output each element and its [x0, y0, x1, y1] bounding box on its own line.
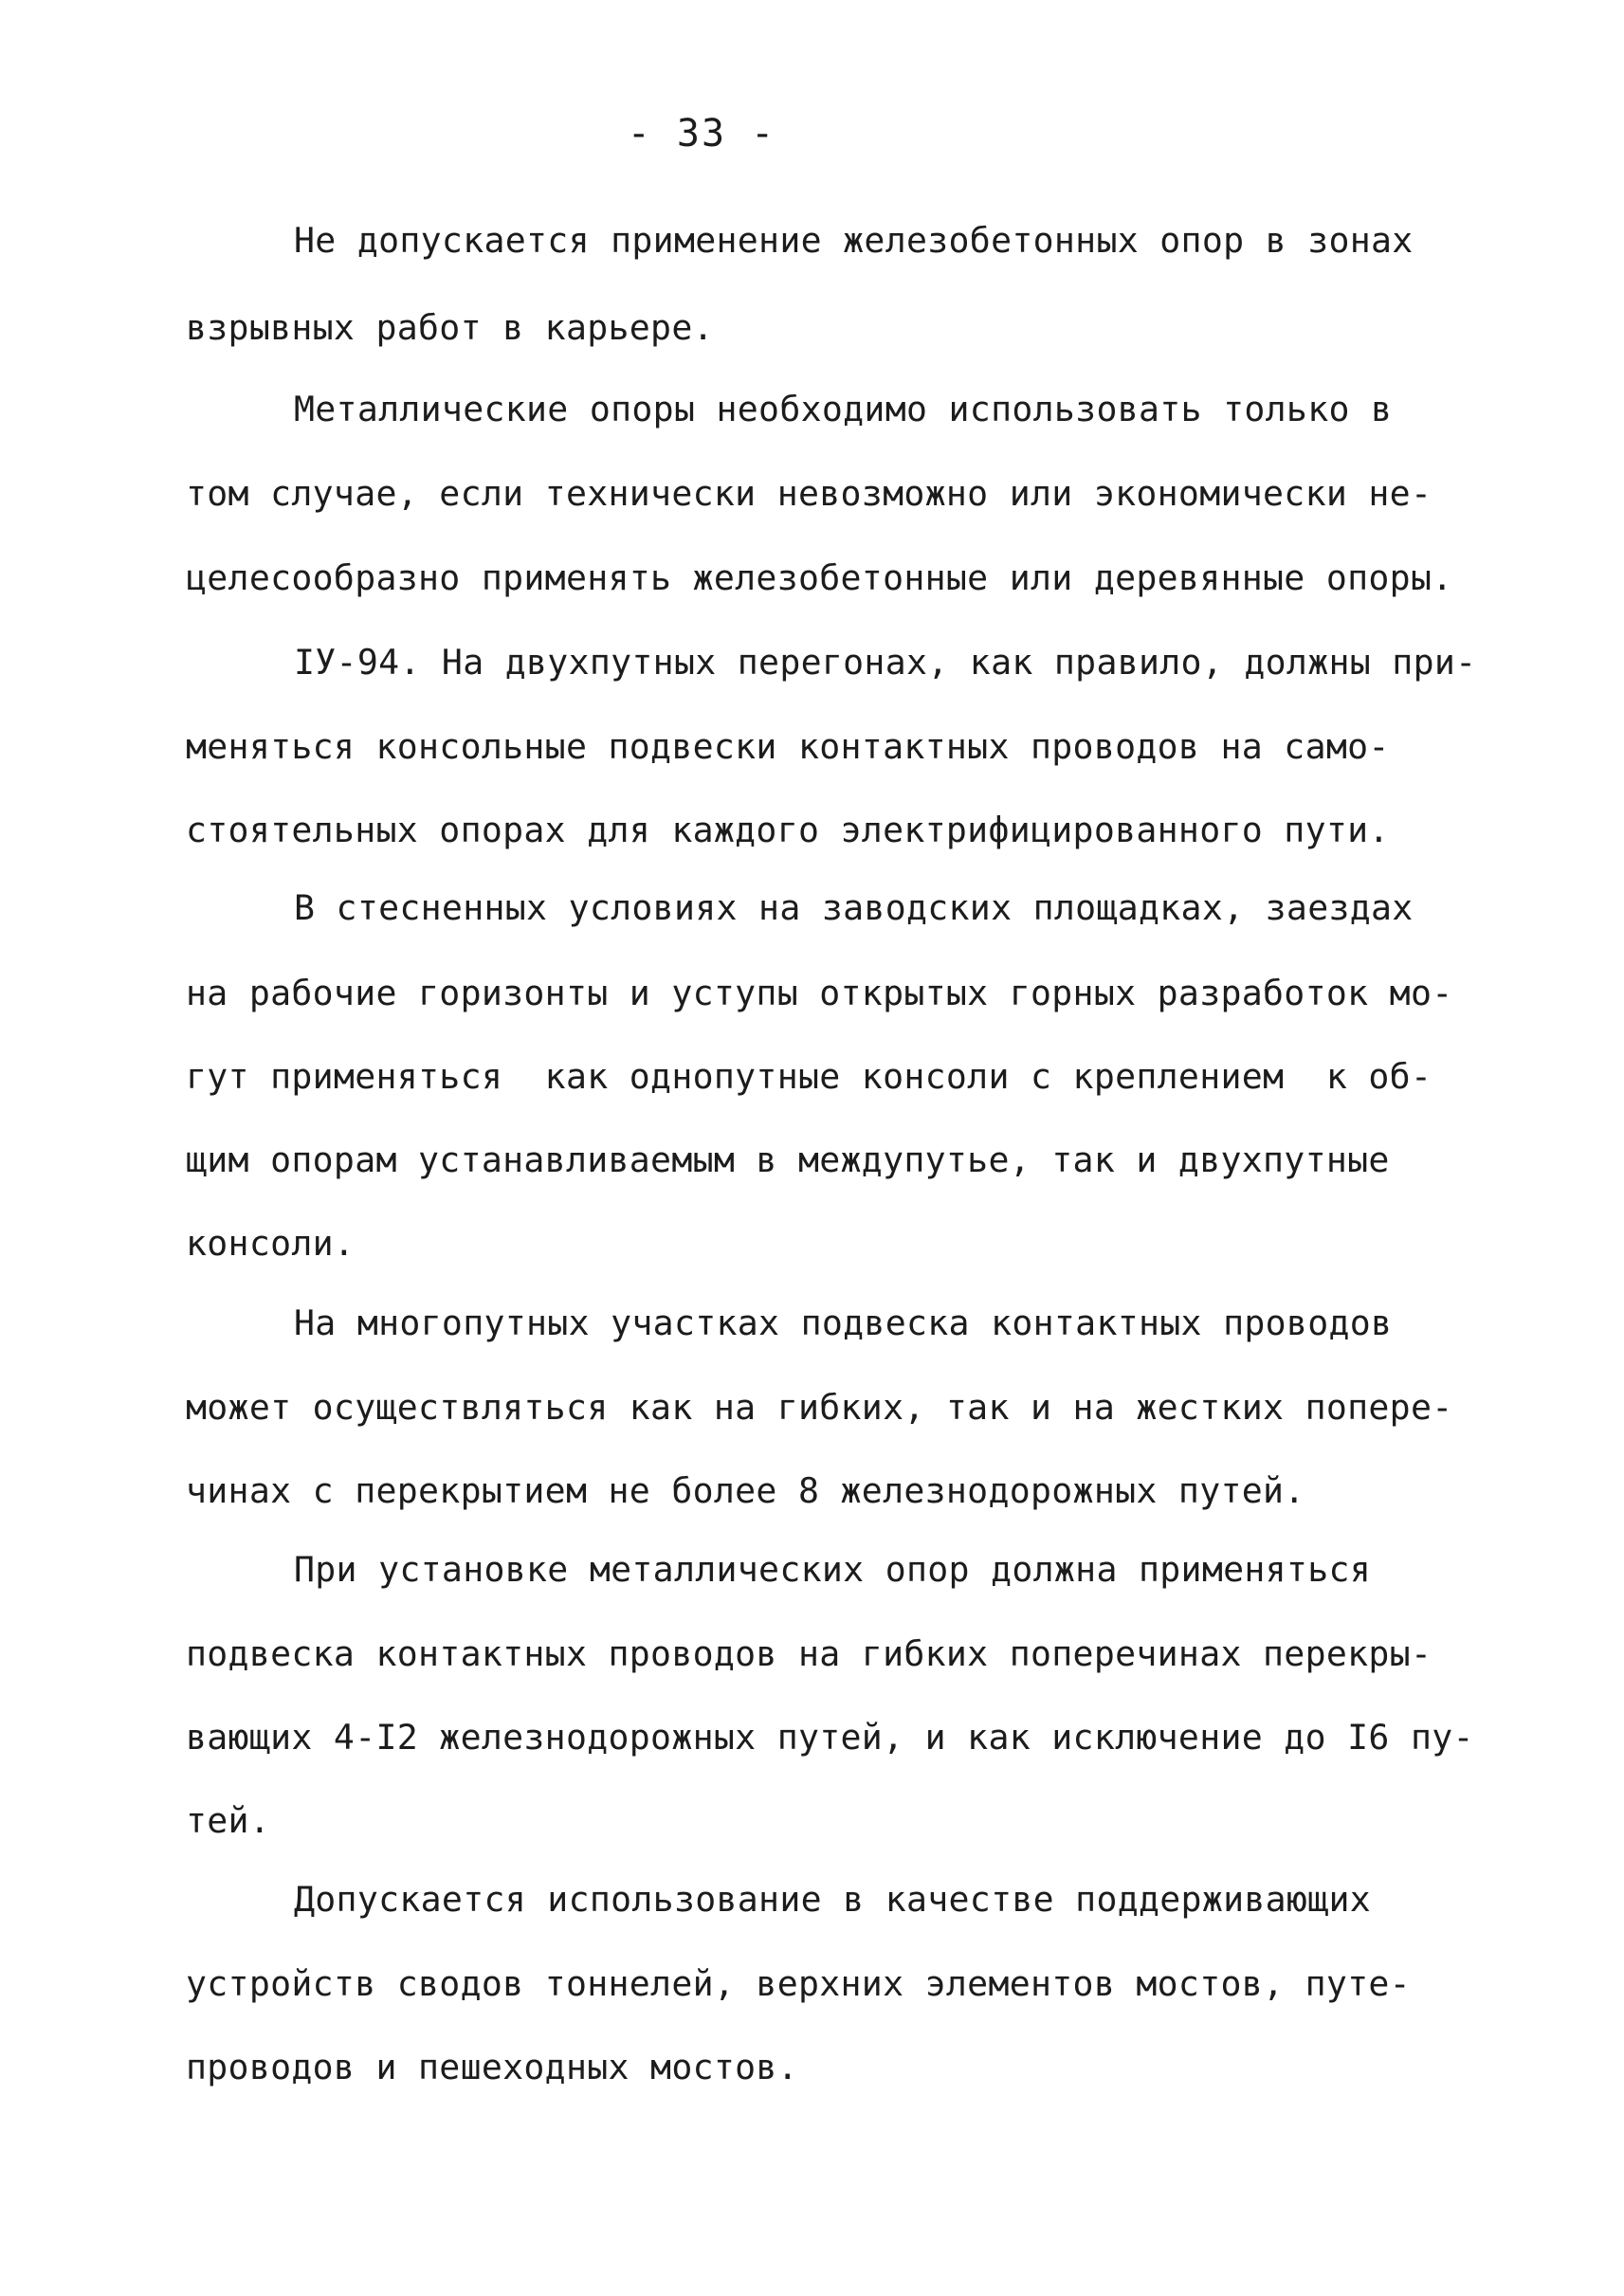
text-line: В стесненных условиях на заводских площадках, заездах — [294, 887, 1414, 928]
text-line: Допускается использование в качестве поддерживающих — [294, 1879, 1372, 1920]
page-number: - 33 - — [627, 112, 776, 155]
text-line: взрывных работ в карьере. — [186, 307, 714, 348]
text-line: IУ-94. На двухпутных перегонах, как правило, должны при- — [294, 642, 1477, 683]
text-line: чинах с перекрытием не более 8 железнодорожных путей. — [186, 1470, 1305, 1511]
text-line: гут применяться как однопутные консоли с креплением к об- — [186, 1056, 1432, 1097]
text-line: стоятельных опорах для каждого электрифицированного пути. — [186, 810, 1390, 850]
text-line: проводов и пешеходных мостов. — [186, 2047, 798, 2087]
text-line: меняться консольные подвески контактных проводов на само- — [186, 726, 1390, 767]
text-line: на рабочие горизонты и уступы открытых горных разработок мо- — [186, 973, 1453, 1013]
text-line: может осуществляться как на гибких, так и на жестких попере- — [186, 1387, 1453, 1428]
text-line: При установке металлических опор должна применяться — [294, 1549, 1372, 1590]
text-line: консоли. — [186, 1223, 356, 1264]
text-line: На многопутных участках подвеска контактных проводов — [294, 1303, 1393, 1343]
text-line: целесообразно применять железобетонные или деревянные опоры. — [186, 557, 1453, 598]
text-line: вающих 4-I2 железнодорожных путей, и как исключение до I6 пу- — [186, 1717, 1474, 1758]
text-line: устройств сводов тоннелей, верхних элементов мостов, путе- — [186, 1963, 1411, 2004]
text-line: Металлические опоры необходимо использовать только в — [294, 389, 1393, 429]
text-line: Не допускается применение железобетонных опор в зонах — [294, 220, 1414, 261]
text-line: том случае, если технически невозможно или экономически не- — [186, 473, 1432, 514]
text-line: подвеска контактных проводов на гибких поперечинах перекры- — [186, 1633, 1432, 1674]
text-line: тей. — [186, 1800, 271, 1841]
text-line: щим опорам устанавливаемым в междупутье, так и двухпутные — [186, 1139, 1390, 1180]
